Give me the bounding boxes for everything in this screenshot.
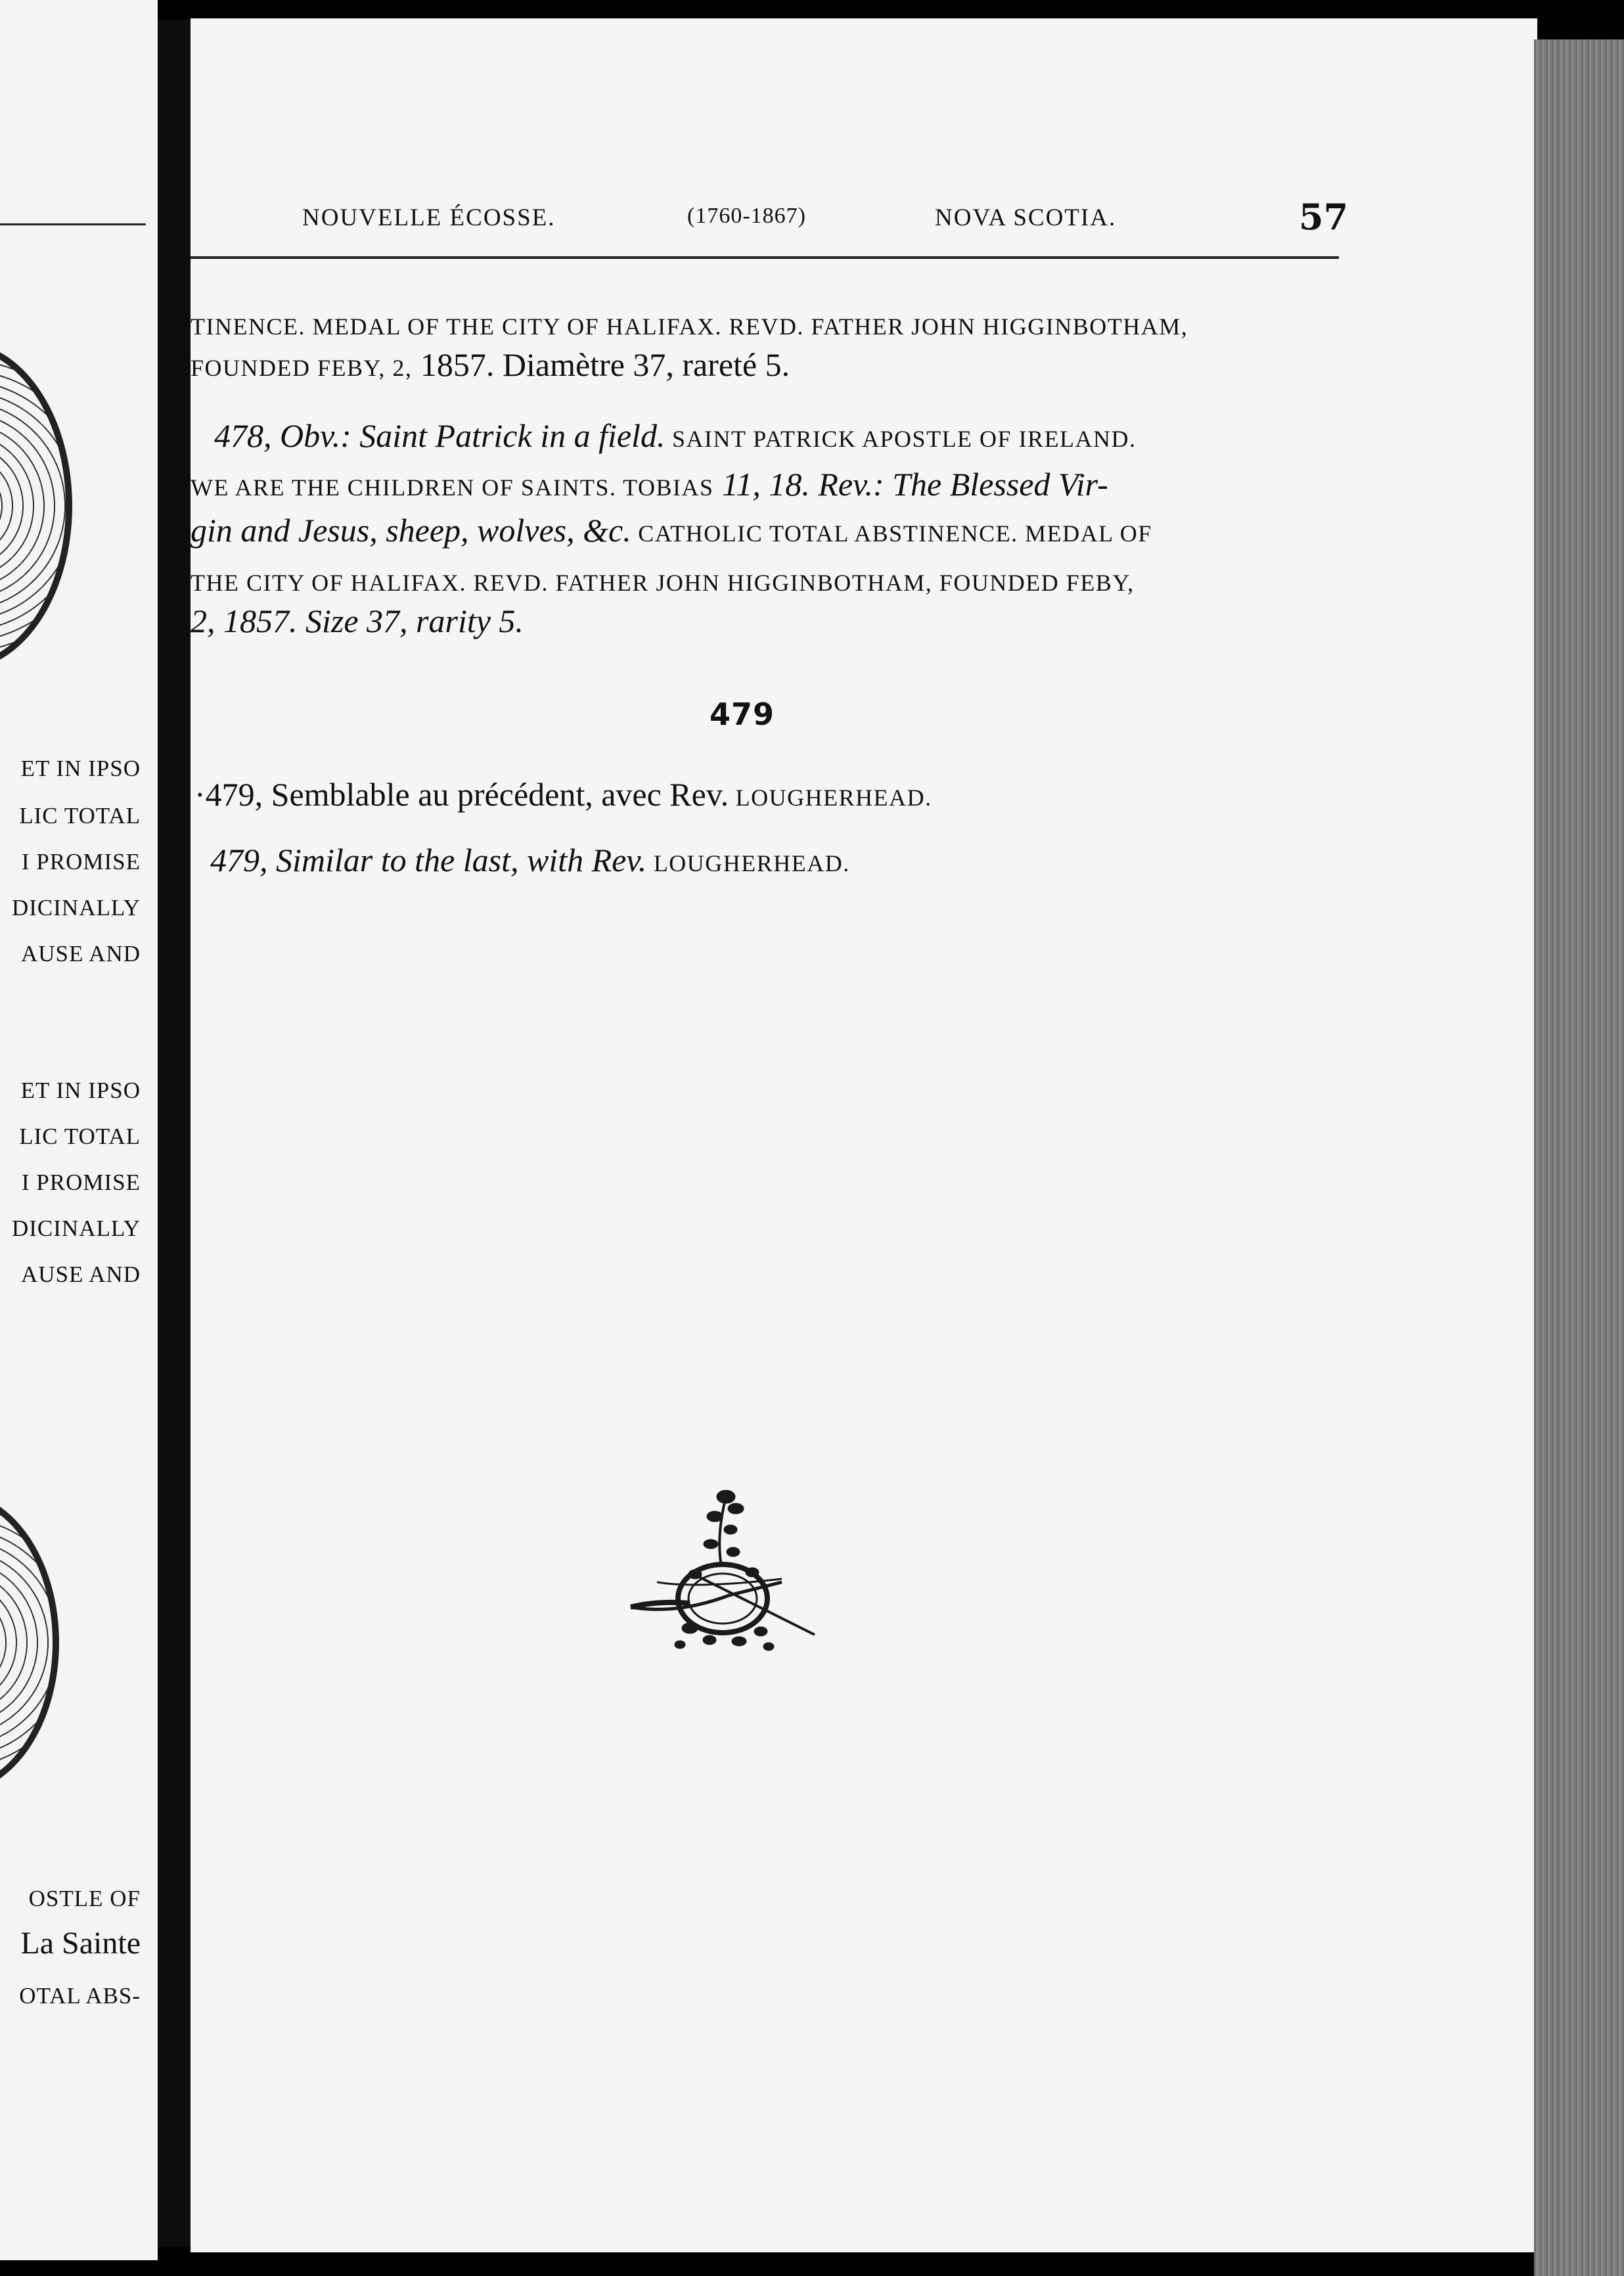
- text-fragment: AUSE AND: [20, 941, 141, 967]
- adjacent-page-left: [0, 0, 158, 2260]
- text-fragment: ET IN IPSO: [20, 1078, 141, 1103]
- text-fragment: I PROMISE: [21, 1170, 141, 1195]
- entry-479-french-legend: LOUGHERHEAD.: [729, 785, 932, 811]
- entry-478-obverse: 478, Obv.: Saint Patrick in a field.: [214, 417, 665, 454]
- entry-478-reverse: 11, 18. Rev.: The Blessed Vir-: [713, 466, 1108, 503]
- book-page: [191, 18, 1537, 2252]
- entry-477-line: [191, 346, 790, 384]
- entry-477-year: 1857.: [412, 346, 495, 383]
- page-edge-stack: [1534, 39, 1624, 2276]
- entry-479-english-text: 479, Similar to the last, with Rev.: [210, 842, 647, 878]
- text-fragment: DICINALLY: [11, 895, 141, 921]
- text-fragment: LIC TOTAL: [19, 803, 141, 829]
- entry-479-french-text: ·479, Semblable au précédent, avec Rev.: [194, 776, 729, 813]
- entry-477-line: TINENCE. MEDAL OF THE CITY OF HALIFAX. REVD. FATHER JOHN HIGGINBOTHAM,: [191, 313, 1188, 340]
- medal-seal-icon: [0, 1491, 59, 1794]
- running-title-french: NOUVELLE ÉCOSSE.: [302, 204, 556, 231]
- entry-478-line: THE CITY OF HALIFAX. REVD. FATHER JOHN HIGGINBOTHAM, FOUNDED FEBY,: [191, 570, 1135, 596]
- running-title-english: NOVA SCOTIA.: [935, 204, 1117, 231]
- entry-478-legend: WE ARE THE CHILDREN OF SAINTS. TOBIAS: [191, 474, 714, 501]
- text-fragment: ET IN IPSO: [20, 756, 141, 781]
- text-fragment: LIC TOTAL: [19, 1124, 141, 1149]
- entry-478-reverse: gin and Jesus, sheep, wolves, &c.: [191, 512, 631, 549]
- text-fragment: OTAL ABS-: [19, 1983, 141, 2009]
- entry-number-heading: 479: [710, 696, 775, 732]
- text-fragment: La Sainte: [20, 1926, 141, 1961]
- entry-478-line: [214, 417, 1137, 455]
- entry-478-legend: CATHOLIC TOTAL ABSTINENCE. MEDAL OF: [631, 520, 1152, 547]
- text-fragment: AUSE AND: [20, 1262, 141, 1287]
- entry-478-line: [191, 511, 1152, 549]
- header-rule: [191, 256, 1339, 259]
- entry-478-legend: SAINT PATRICK APOSTLE OF IRELAND.: [665, 426, 1137, 452]
- running-title-years: (1760-1867): [687, 204, 806, 228]
- text-fragment: OSTLE OF: [28, 1886, 141, 1911]
- page-number: 57: [1299, 196, 1349, 238]
- entry-479-french: [194, 775, 932, 813]
- entry-479-english-legend: LOUGHERHEAD.: [646, 850, 850, 876]
- floral-vignette-icon: [618, 1484, 828, 1668]
- entry-478-line: [191, 465, 1108, 503]
- entry-477-smallcaps: FOUNDED FEBY, 2,: [191, 355, 413, 381]
- entry-477-size-rarity: Diamètre 37, rareté 5.: [494, 346, 790, 383]
- text-fragment: I PROMISE: [21, 849, 141, 875]
- entry-478-line: 2, 1857. Size 37, rarity 5.: [191, 603, 524, 639]
- medal-seal-icon: [0, 342, 72, 670]
- header-rule-left: [0, 223, 146, 225]
- entry-479-english: [210, 841, 850, 879]
- text-fragment: DICINALLY: [11, 1216, 141, 1241]
